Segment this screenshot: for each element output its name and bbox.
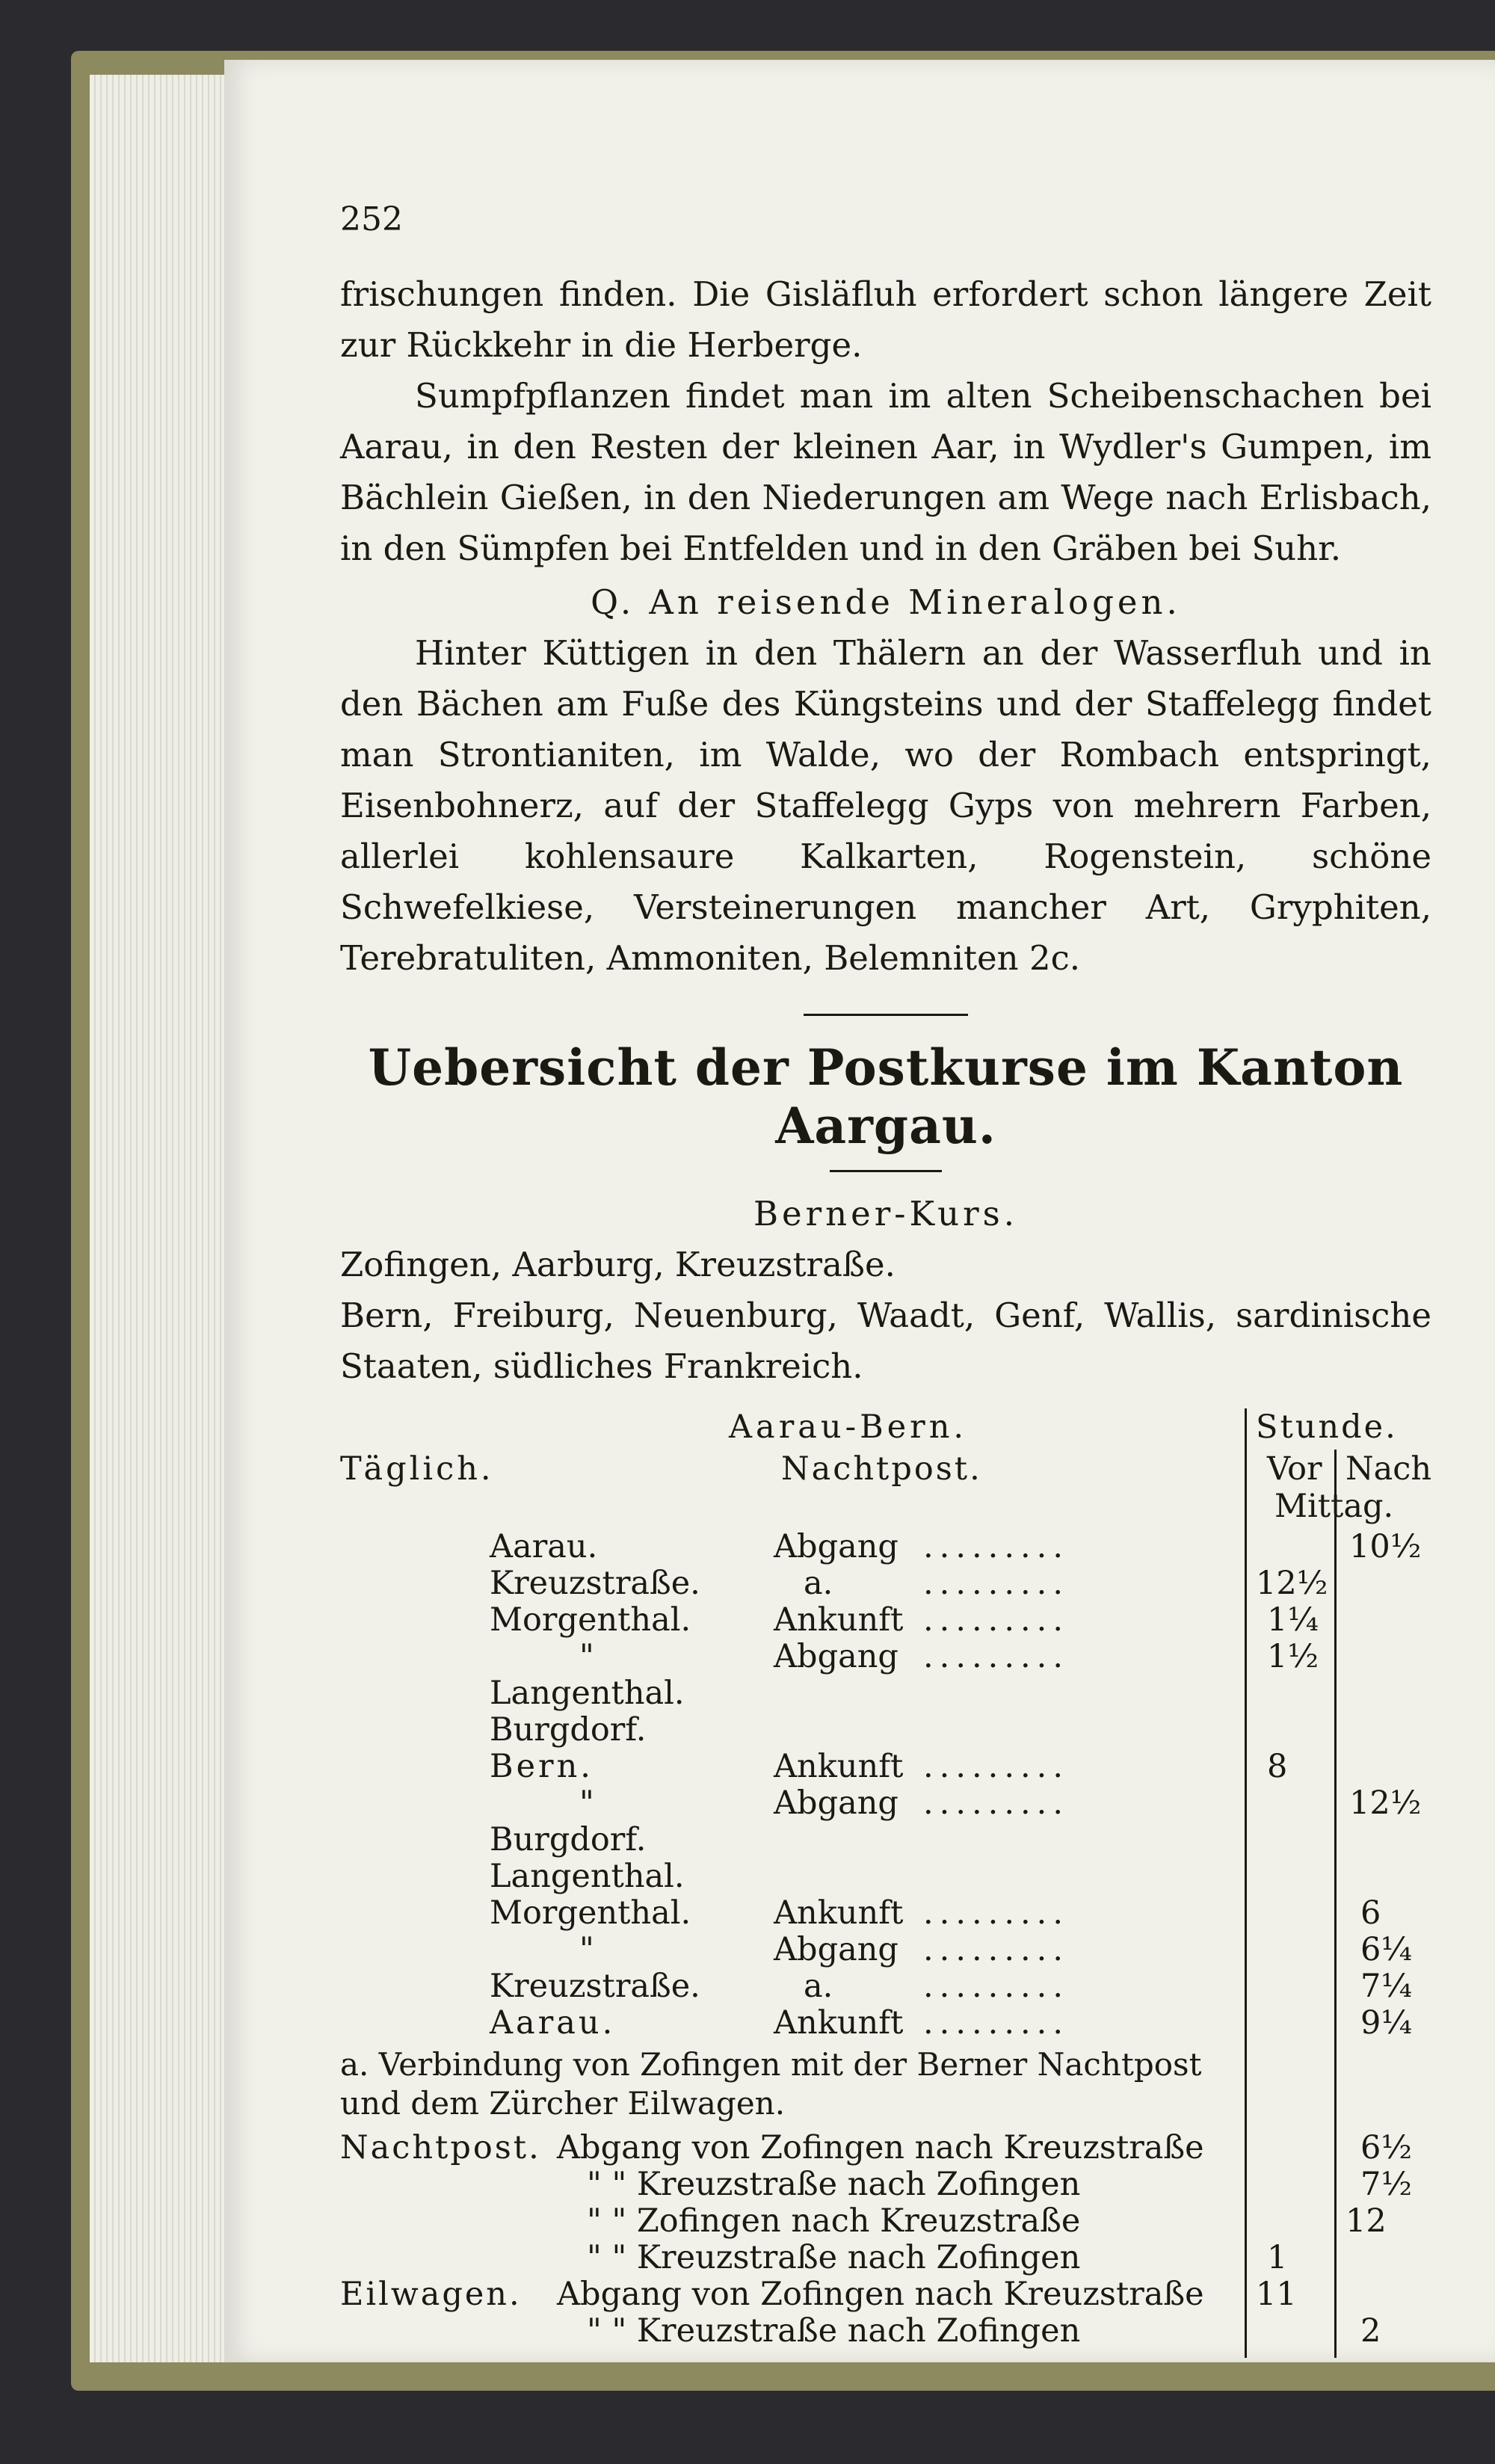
leader-dots: ......... bbox=[923, 1565, 1070, 1602]
conn-nach: 7½ bbox=[1360, 2166, 1413, 2203]
connection-note: a. Verbindung von Zofingen mit der Berner Nachtpost und dem Zürcher Eilwagen. bbox=[340, 2046, 1202, 2122]
row-place: Burgdorf. bbox=[490, 1821, 647, 1858]
leader-dots: ......... bbox=[923, 1601, 1070, 1639]
leader-dots: ......... bbox=[923, 1968, 1070, 2005]
vor-label: Vor bbox=[1267, 1450, 1322, 1488]
conn-text: " " Kreuzstraße nach Zofingen bbox=[587, 2312, 1081, 2350]
row-place: Kreuzstraße. bbox=[490, 1565, 700, 1602]
schedule-rows bbox=[340, 1528, 1431, 2349]
table-row bbox=[340, 1784, 1431, 1821]
row-action: Ankunft bbox=[774, 1601, 904, 1639]
table-heading: Aarau-Bern. bbox=[729, 1408, 968, 1446]
divider-small bbox=[830, 1170, 942, 1172]
table-row bbox=[340, 2004, 1431, 2041]
table-row bbox=[340, 1565, 1431, 1601]
table-row bbox=[340, 1601, 1431, 1638]
row-nach: 6 bbox=[1360, 1894, 1381, 1932]
conn-vor: 12 bbox=[1346, 2202, 1387, 2240]
table-row bbox=[340, 2166, 1431, 2202]
table-row bbox=[340, 1711, 1431, 1748]
row-place: Kreuzstraße. bbox=[490, 1968, 700, 2005]
section-heading-q: Q. An reisende Mineralogen. bbox=[591, 582, 1181, 622]
row-place: Langenthal. bbox=[490, 1675, 685, 1712]
table-row bbox=[340, 2202, 1431, 2239]
row-nach: 6¼ bbox=[1360, 1931, 1413, 1968]
row-action: a. bbox=[804, 1565, 833, 1602]
row-place: Morgenthal. bbox=[490, 1894, 691, 1932]
row-place: " bbox=[579, 1638, 594, 1675]
row-vor: 1¼ bbox=[1267, 1601, 1319, 1639]
row-vor: 12½ bbox=[1256, 1565, 1328, 1602]
row-nach: 12½ bbox=[1349, 1784, 1422, 1822]
table-row bbox=[340, 1894, 1431, 1931]
table-row bbox=[340, 1638, 1431, 1675]
divider bbox=[804, 1014, 968, 1016]
table-row bbox=[340, 1858, 1431, 1894]
paragraph-1: frischungen finden. Die Gisläfluh erfordert schon längere Zeit zur Rückkehr in die Herberge. bbox=[340, 274, 1431, 365]
conn-nach: 6½ bbox=[1360, 2129, 1413, 2166]
table-row bbox=[340, 1675, 1431, 1711]
service-label: Nachtpost. bbox=[781, 1450, 982, 1488]
page-number: 252 bbox=[340, 200, 403, 238]
row-action: Ankunft bbox=[774, 1748, 904, 1785]
table-row bbox=[340, 2239, 1431, 2276]
leader-dots: ......... bbox=[923, 1894, 1070, 1932]
conn-label: Eilwagen. bbox=[340, 2276, 522, 2313]
row-place: Aarau. bbox=[490, 1528, 598, 1565]
row-action: Abgang bbox=[774, 1784, 898, 1822]
route-line-2: Bern, Freiburg, Neuenburg, Waadt, Genf, Wallis, sardinische Staaten, südliches Frankreich. bbox=[340, 1296, 1431, 1386]
conn-text: Abgang von Zofingen nach Kreuzstraße bbox=[557, 2129, 1204, 2166]
row-place: " bbox=[579, 1931, 594, 1968]
table-row bbox=[340, 2312, 1431, 2349]
row-place: Aarau. bbox=[490, 2004, 616, 2042]
conn-text: " " Kreuzstraße nach Zofingen bbox=[587, 2166, 1081, 2203]
row-place: Bern. bbox=[490, 1748, 594, 1785]
route-line-1: Zofingen, Aarburg, Kreuzstraße. bbox=[340, 1245, 896, 1284]
leader-dots: ......... bbox=[923, 1784, 1070, 1822]
paragraph-3: Hinter Küttigen in den Thälern an der Wasserfluh und in den Bächen am Fuße des Küngsteins und der Staffelegg findet man Strontianiten, im Walde, wo der Rombach entspringt, Eisenbohnerz, auf der Staffelegg Gyps von mehrern Farben, allerlei kohlensaure Kalkarten, Rogenstein, schöne Schwefelkiese, Versteinerungen mancher Art, Gryphiten, Terebratuliten, Ammoniten, Belemniten 2c. bbox=[340, 633, 1431, 978]
conn-label: Nachtpost. bbox=[340, 2129, 541, 2166]
conn-vor: 1 bbox=[1267, 2239, 1288, 2276]
row-action: a. bbox=[804, 1968, 833, 2005]
leader-dots: ......... bbox=[923, 1931, 1070, 1968]
row-place: " bbox=[579, 1784, 594, 1822]
table-row bbox=[340, 1931, 1431, 1968]
row-nach: 10½ bbox=[1349, 1528, 1422, 1565]
conn-text: " " Kreuzstraße nach Zofingen bbox=[587, 2239, 1081, 2276]
conn-text: " " Zofingen nach Kreuzstraße bbox=[587, 2202, 1081, 2240]
conn-nach: 2 bbox=[1360, 2312, 1381, 2350]
table-row bbox=[340, 2276, 1431, 2312]
conn-vor: 11 bbox=[1256, 2276, 1297, 2313]
row-action: Abgang bbox=[774, 1528, 898, 1565]
row-nach: 9¼ bbox=[1360, 2004, 1413, 2042]
row-vor: 1½ bbox=[1267, 1638, 1319, 1675]
table-row bbox=[340, 1748, 1431, 1784]
row-vor: 8 bbox=[1267, 1748, 1288, 1785]
row-action: Abgang bbox=[774, 1638, 898, 1675]
leader-dots: ......... bbox=[923, 1528, 1070, 1565]
kurs-title: Berner-Kurs. bbox=[753, 1194, 1019, 1233]
table-row bbox=[340, 2129, 1431, 2166]
row-action: Abgang bbox=[774, 1931, 898, 1968]
table-row bbox=[340, 1968, 1431, 2004]
timetable bbox=[340, 1408, 1431, 2365]
leader-dots: ......... bbox=[923, 2004, 1070, 2042]
stunde-label: Stunde. bbox=[1256, 1408, 1398, 1446]
daily-label: Täglich. bbox=[340, 1450, 494, 1488]
leader-dots: ......... bbox=[923, 1748, 1070, 1785]
row-place: Burgdorf. bbox=[490, 1711, 647, 1749]
row-nach: 7¼ bbox=[1360, 1968, 1413, 2005]
nach-label: Nach bbox=[1346, 1450, 1432, 1488]
conn-text: Abgang von Zofingen nach Kreuzstraße bbox=[557, 2276, 1204, 2313]
row-place: Morgenthal. bbox=[490, 1601, 691, 1639]
row-action: Ankunft bbox=[774, 2004, 904, 2042]
table-row bbox=[340, 1528, 1431, 1565]
page-content bbox=[340, 187, 1431, 2365]
mittag-label: Mittag. bbox=[1274, 1488, 1394, 1525]
row-action: Ankunft bbox=[774, 1894, 904, 1932]
main-title: Uebersicht der Postkurse im Kanton Aargau. bbox=[368, 1038, 1404, 1155]
paragraph-2: Sumpfpflanzen findet man im alten Scheibenschachen bei Aarau, in den Resten der kleinen Aar, in Wydler's Gumpen, im Bächlein Gießen, in den Niederungen am Wege nach Erlisbach, in den Sümpfen bei Entfelden und in den Gräben bei Suhr. bbox=[340, 376, 1431, 568]
row-place: Langenthal. bbox=[490, 1858, 685, 1895]
table-row bbox=[340, 1821, 1431, 1858]
leader-dots: ......... bbox=[923, 1638, 1070, 1675]
